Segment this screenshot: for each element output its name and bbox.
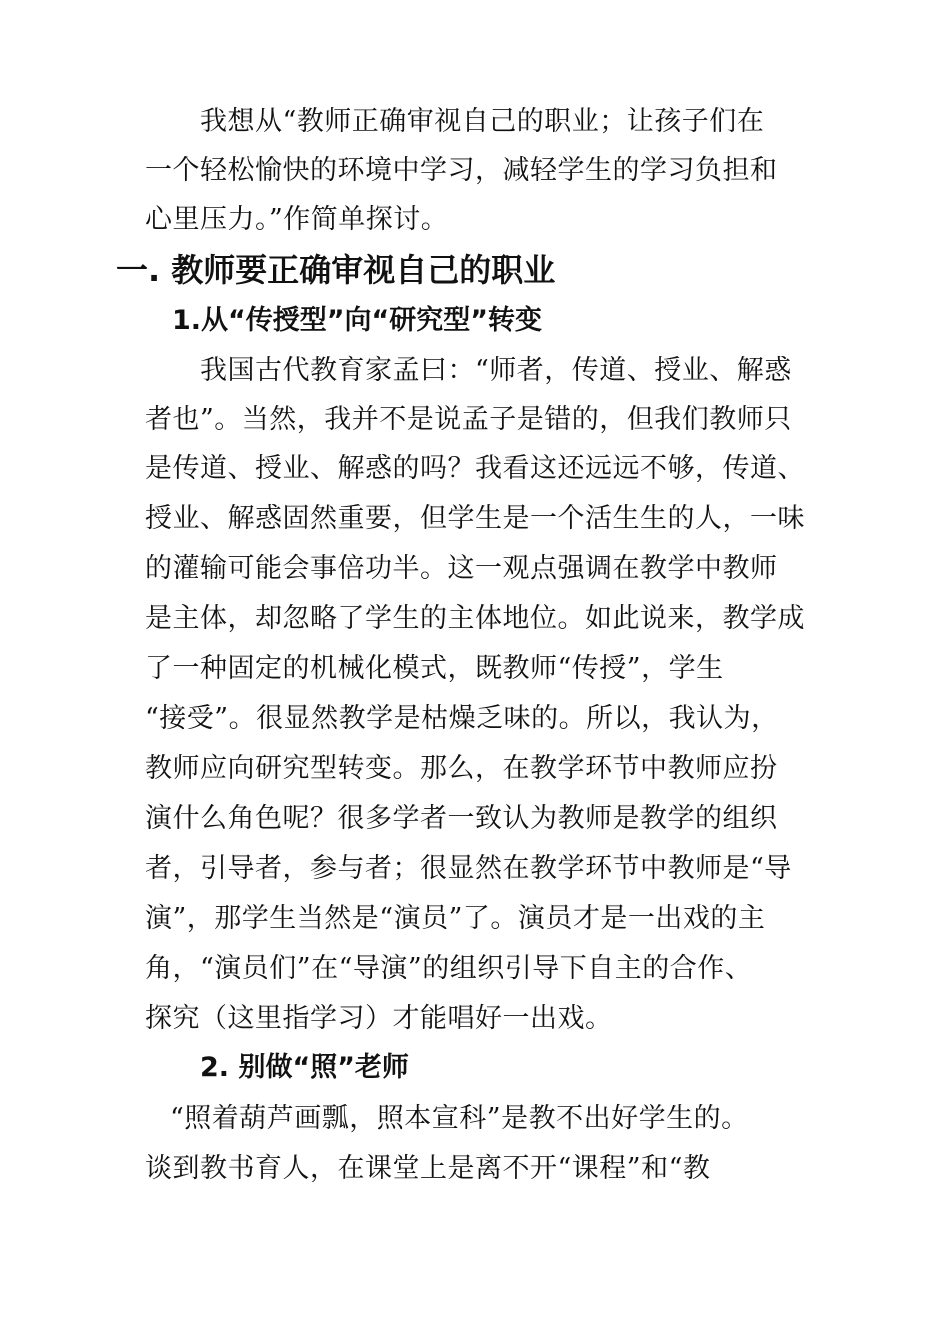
paragraph-line: 者也”。当然，我并不是说孟子是错的，但我们教师只: [145, 404, 792, 435]
paragraph-line: 是传道、授业、解惑的吗？我看这还远远不够，传道、: [145, 453, 805, 484]
paragraph-line: 是主体，却忽略了学生的主体地位。如此说来，教学成: [145, 603, 805, 634]
paragraph-line: 谈到教书育人，在课堂上是离不开“课程”和“教: [145, 1153, 711, 1184]
paragraph-line: “接受”。很显然教学是枯燥乏味的。所以，我认为，: [145, 703, 779, 734]
paragraph-line: 演”，那学生当然是“演员”了。演员才是一出戏的主: [145, 903, 766, 934]
paragraph-line: 的灌输可能会事倍功半。这一观点强调在教学中教师: [145, 553, 778, 584]
paragraph-line: 了一种固定的机械化模式，既教师“传授”，学生: [145, 653, 724, 684]
paragraph-line: “照着葫芦画瓢，照本宣科”是教不出好学生的。: [170, 1103, 749, 1134]
paragraph-line: 者，引导者，参与者；很显然在教学环节中教师是“导: [145, 853, 792, 884]
section-heading-1: 一. 教师要正确审视自己的职业: [116, 251, 556, 289]
paragraph-line: 探究（这里指学习）才能唱好一出戏。: [145, 1003, 613, 1034]
paragraph-line: 教师应向研究型转变。那么，在教学环节中教师应扮: [145, 753, 778, 784]
intro-line-2: 一个轻松愉快的环境中学习，减轻学生的学习负担和: [145, 155, 778, 186]
paragraph-line: 角，“演员们”在“导演”的组织引导下自主的合作、: [145, 953, 753, 984]
paragraph-line: 演什么角色呢？很多学者一致认为教师是教学的组织: [145, 803, 778, 834]
subsection-heading-2: 2. 别做“照”老师: [200, 1052, 409, 1083]
paragraph-line: 我国古代教育家孟曰：“师者，传道、授业、解惑: [200, 355, 792, 386]
paragraph-line: 授业、解惑固然重要，但学生是一个活生生的人，一味: [145, 503, 805, 534]
intro-line-3: 心里压力。”作简单探讨。: [145, 204, 449, 235]
intro-line-1: 我想从“教师正确审视自己的职业；让孩子们在: [200, 106, 765, 137]
subsection-heading-1: 1.从“传授型”向“研究型”转变: [172, 305, 543, 336]
